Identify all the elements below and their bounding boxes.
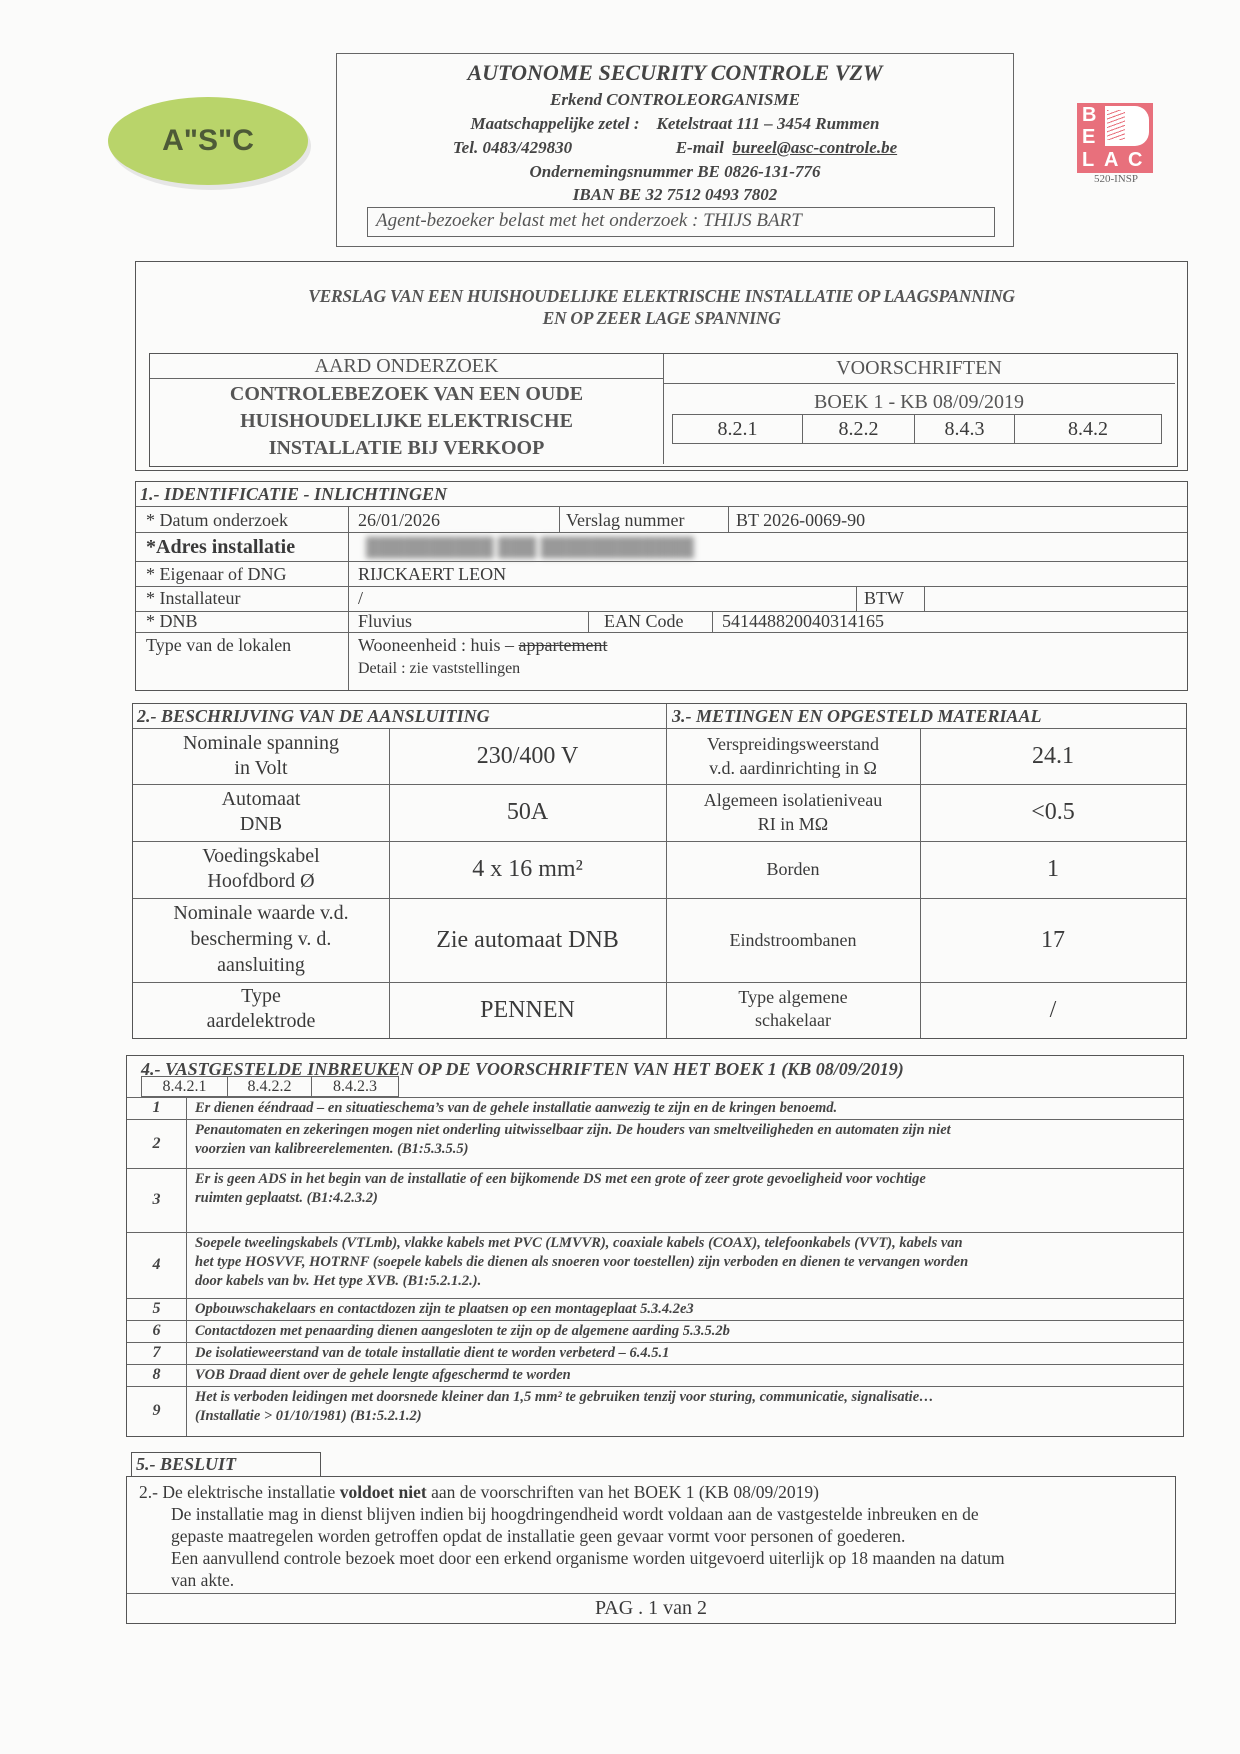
inbreuk-line: Er is geen ADS in het begin van de installatie of een bijkomende DS met een grote of zeer grote gevoeligheid voor vochtige [195,1171,926,1187]
s3-label-line: schakelaar [755,1010,831,1030]
report-header [135,261,1188,471]
article-cell: 8.2.2 [803,415,915,443]
aard-header: AARD ONDERZOEK [314,355,499,377]
s3-label [666,728,920,784]
iban: IBAN BE 32 7512 0493 7802 [572,185,778,204]
dnb-value: Fluvius [358,611,413,631]
section1-title: 1.- IDENTIFICATIE - INLICHTINGEN [140,484,448,504]
besluit-suffix: aan de voorschriften van het BOEK 1 (KB 08/09/2019) [426,1482,819,1502]
section2-title: 2.- BESCHRIJVING VAN DE AANSLUITING [137,706,490,726]
btw-label: BTW [864,588,904,608]
inbreuk-text [195,1322,1175,1341]
inbreuk-line: Het is verboden leidingen met doorsnede kleiner dan 1,5 mm² te gebruiken tenzij voor sturing, communicatie, signalisatie… [195,1389,934,1405]
lokalen-detail: Detail : zie vaststellingen [358,660,521,677]
s2-value: 50A [506,799,549,825]
s3-label-line: Algemeen isolatieniveau [703,790,883,810]
s2-label-line: aardelektrode [206,1010,316,1032]
inbreuk-number: 4 [152,1256,161,1273]
address-value: Ketelstraat 111 – 3454 Rummen [656,114,880,133]
inbreuk-line: Contactdozen met penaarding dienen aangesloten te zijn op de algemene aarding 5.3.5.2b [195,1323,730,1339]
inbreuk-number: 2 [152,1135,161,1152]
inbreuk-line: De isolatieweerstand van de totale installatie dient te worden verbeterd – 6.4.5.1 [195,1345,670,1361]
inbreuk-line: VOB Draad dient over de gehele lengte afgeschermd te worden [195,1367,571,1383]
besluit-prefix: 2.- De elektrische installatie [139,1482,340,1502]
s2-label-line: Automaat [221,788,301,810]
verslag-label: Verslag nummer [566,510,685,530]
besluit-body [171,1503,1171,1591]
inbreuk-number: 3 [152,1191,161,1208]
s3-label-line: Verspreidingsweerstand [707,734,879,754]
inbreuk-line: het type HOSVVF, HOTRNF (soepele kabels die dienen als snoeren voor toestellen) zijn verboden en dienen te vervangen worden [195,1254,969,1270]
inbreuk-number: 7 [152,1344,161,1361]
inbreuk-line: Soepele tweelingskabels (VTLmb), vlakke kabels met PVC (LMVVR), coaxiale kabels (COAX), telefoonkabels (VVT), kabels van [195,1235,963,1251]
inbreuk-text [195,1300,1175,1319]
inbreuk-number: 1 [152,1099,161,1116]
report-title-line2: EN OP ZEER LAGE SPANNING [542,308,781,328]
belac-letter: B [1082,104,1097,126]
inbreuk-line: Opbouwschakelaars en contactdozen zijn te plaatsen op een montageplaat 5.3.4.2e3 [195,1301,694,1317]
belac-letter: C [1128,149,1143,171]
section-inbreuken [126,1055,1184,1437]
besluit-line: De installatie mag in dienst blijven indien bij hoogdringendheid wordt voldaan aan de vastgestelde inbreuken en de [171,1504,979,1524]
section5-tab [131,1452,321,1476]
aard-line: HUISHOUDELIJKE ELEKTRISCHE [240,410,573,432]
aard-line: CONTROLEBEZOEK VAN EEN OUDE [229,383,584,405]
s4-articles [141,1076,399,1097]
s2-label-line: Nominale spanning [182,732,340,754]
s2-label [133,841,389,898]
email-link[interactable]: bureel@asc-controle.be [732,138,898,157]
inbreuk-number: 5 [152,1300,161,1317]
eigenaar-value: RIJCKAERT LEON [358,564,507,584]
s3-label-line: v.d. aardinrichting in Ω [709,758,877,778]
belac-letter: L [1082,149,1095,171]
belac-b-shape [1105,106,1149,146]
installateur-value: / [358,588,364,608]
inbreuk-line: Penautomaten en zekeringen mogen niet onderling uitwisselbaar zijn. De houders van smeltveiligheden en automaten zijn niet [195,1122,951,1138]
besluit-line1 [139,1481,819,1503]
besluit-line: van akte. [171,1570,235,1590]
inbreuk-line: voorzien van kalibreerelementen. (B1:5.3.5.5) [195,1141,469,1157]
s3-value: 24.1 [1032,743,1074,769]
aard-description [150,381,663,462]
s3-label [666,784,920,841]
s3-value: <0.5 [1031,799,1075,825]
s3-label: Borden [766,859,820,879]
lokalen-struck: appartement [518,635,608,655]
inbreuk-text [195,1170,1175,1208]
inbreuk-text [195,1388,1175,1426]
s3-value: 17 [1041,927,1065,953]
s2-label-line: Nominale waarde v.d. [173,902,349,924]
article-cell: 8.2.1 [673,415,803,443]
s2-label-line: Voedingskabel [202,845,320,867]
datum-label: * Datum onderzoek [146,510,288,530]
page-indicator: PAG . 1 van 2 [594,1597,708,1619]
verslag-value: BT 2026-0069-90 [736,510,866,530]
s2-label-line: aansluiting [217,954,305,976]
inbreuk-text [195,1099,1175,1118]
aard-line: INSTALLATIE BIJ VERKOOP [268,437,545,459]
asc-logo-text: A"S"C [162,124,254,157]
s2-value: 230/400 V [476,743,579,769]
agent-box: Agent-bezoeker belast met het onderzoek : THIJS BART [367,207,995,237]
besluit-line: gepaste maatregelen worden getroffen opdat de installatie geen gevaar vormt voor personen of goederen. [171,1526,906,1546]
s2-label [133,728,389,784]
s3-label-line: Type algemene [738,987,848,1007]
belac-letter: E [1082,126,1096,148]
s3-value: 1 [1047,856,1059,882]
inbreuk-number: 6 [152,1322,161,1339]
s3-label [666,982,920,1038]
dnb-label: * DNB [146,611,198,631]
besluit-verdict: voldoet niet [339,1482,427,1502]
s3-label-line: RI in MΩ [757,814,829,834]
lokalen-label: Type van de lokalen [146,635,292,655]
inbreuk-text [195,1344,1175,1363]
organisation-name: AUTONOME SECURITY CONTROLE VZW [467,60,883,85]
inbreuk-line: ruimten geplaatst. (B1:4.2.3.2) [195,1190,378,1206]
inbreuk-line: (Installatie > 01/10/1981) (B1:5.2.1.2) [195,1408,422,1424]
voorschriften-header: VOORSCHRIFTEN [836,357,1002,379]
s2-label-line: Hoofdbord Ø [207,870,315,892]
inbreuk-number: 9 [152,1402,161,1419]
s3-value: / [1049,997,1057,1023]
organisation-subtitle: Erkend CONTROLEORGANISME [550,90,800,109]
inbreuk-line: Er dienen ééndraad – en situatieschema’s van de gehele installatie aanwezig te zijn en de kringen benoemd. [195,1100,838,1116]
inbreuk-line: door kabels van bv. Het type XVB. (B1:5.2.1.2.). [195,1273,482,1289]
address-label: Maatschappelijke zetel : [470,114,640,133]
s2-label-line: DNB [239,813,283,835]
eigenaar-label: * Eigenaar of DNG [146,564,287,584]
s2-label-line: Type [241,985,281,1007]
ean-label: EAN Code [604,611,684,631]
s4-article: 8.4.2.3 [333,1078,377,1095]
organisation-address [337,114,1013,134]
s2-value: 4 x 16 mm² [472,856,583,882]
section3-title: 3.- METINGEN EN OPGESTELD MATERIAAL [672,706,1042,726]
s2-label-line: bescherming v. d. [190,928,332,950]
section-identificatie [135,481,1188,691]
s2-label [133,898,389,982]
s4-article: 8.4.2.2 [228,1077,312,1096]
divider [150,378,663,379]
belac-code: 520-INSP [1093,173,1138,185]
belac-hatch [1107,110,1125,140]
s2-label [133,982,389,1038]
organisation-contact [337,138,1013,158]
telephone: Tel. 0483/429830 [452,138,573,157]
adres-label: *Adres installatie [146,536,296,558]
lokalen-value [358,634,608,656]
datum-value: 26/01/2026 [358,510,441,530]
besluit-line: Een aanvullend controle bezoek moet door een erkend organisme worden uitgevoerd uiterlijk op 18 maanden na datum [171,1548,1005,1568]
inbreuk-text [195,1234,1175,1291]
s2-value: PENNEN [480,997,575,1023]
belac-letter: A [1104,149,1119,171]
aard-voorschriften-table [149,353,1178,467]
inbreuk-text [195,1121,1175,1159]
s3-label: Eindstroombanen [729,930,857,950]
section4-title: 4.- VASTGESTELDE INBREUKEN OP DE VOORSCHRIFTEN VAN HET BOEK 1 (KB 08/09/2019) [141,1059,904,1079]
section5-title: 5.- BESLUIT [136,1454,237,1474]
email-label: E-mail [675,138,724,157]
company-number: Ondernemingsnummer BE 0826-131-776 [529,162,821,181]
organisation-header [336,53,1014,247]
asc-logo [108,97,308,185]
s4-article: 8.4.2.1 [142,1077,228,1096]
article-cell: 8.4.2 [1068,418,1108,440]
s2-value: Zie automaat DNB [436,927,619,953]
inbreuk-text [195,1366,1175,1385]
article-cell: 8.4.3 [915,415,1015,443]
adres-value-redacted: ██████████ ███ ████████████ [366,537,694,557]
article-row [672,414,1162,444]
installateur-label: * Installateur [146,588,241,608]
report-title-line1: VERSLAG VAN EEN HUISHOUDELIJKE ELEKTRISCHE INSTALLATIE OP LAAGSPANNING [308,286,1015,306]
ean-value: 541448820040314165 [722,611,884,631]
s2-label-line: in Volt [234,757,288,779]
lokalen-prefix: Wooneenheid : huis – [358,635,519,655]
boek-label: BOEK 1 - KB 08/09/2019 [814,391,1024,413]
inbreuk-number: 8 [152,1366,161,1383]
section-besluit [126,1476,1176,1624]
belac-logo [1077,103,1153,173]
divider [663,383,1175,384]
s2-label [133,784,389,841]
section-aansluiting-metingen [132,703,1187,1039]
